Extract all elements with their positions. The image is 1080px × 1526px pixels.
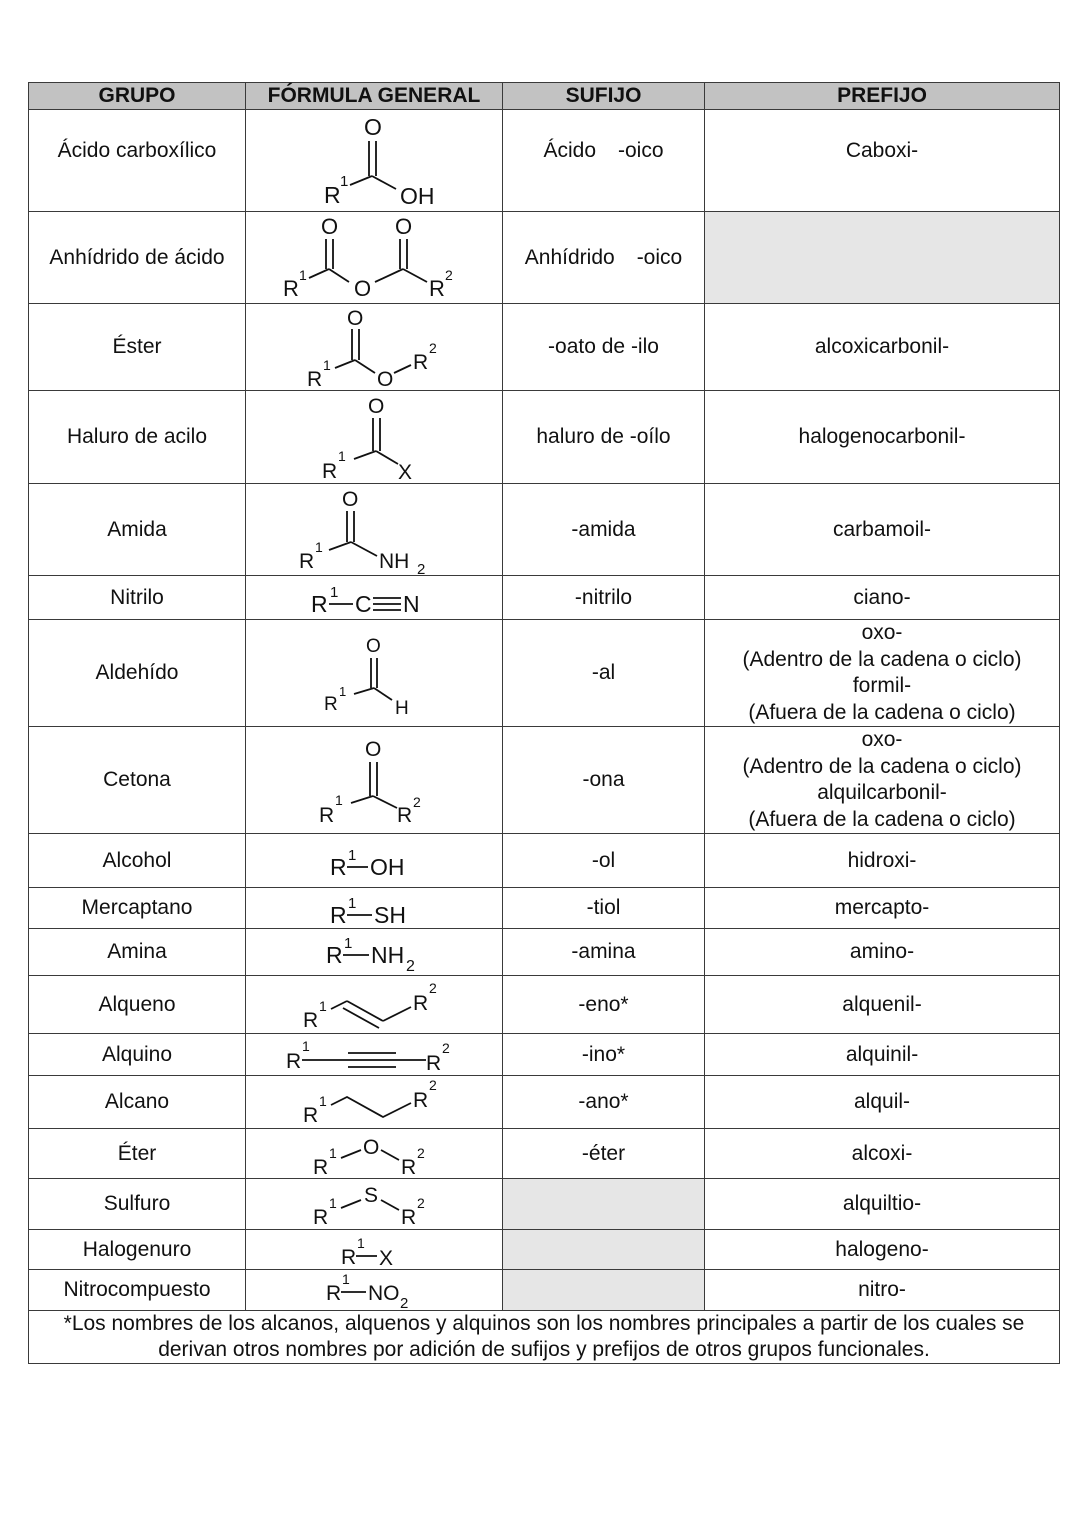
svg-text:2: 2 <box>417 1195 425 1211</box>
formula-amide <box>246 484 503 576</box>
sufijo-cell-empty <box>503 1270 705 1311</box>
grupo-cell: Alcano <box>29 1076 246 1129</box>
structure-diagram <box>294 113 454 209</box>
svg-text:O: O <box>354 275 372 301</box>
svg-text:R: R <box>429 275 445 301</box>
structure-diagram <box>299 486 449 578</box>
svg-text:2: 2 <box>400 1295 409 1312</box>
sufijo-cell: -éter <box>503 1129 705 1179</box>
sufijo-cell: -ino* <box>503 1034 705 1076</box>
prefijo-cell: alcoxi- <box>705 1129 1060 1179</box>
formula-thiol <box>246 888 503 929</box>
svg-text:OH: OH <box>370 853 405 880</box>
table-row <box>29 888 1060 929</box>
structure-diagram <box>299 305 449 389</box>
grupo-cell: Cetona <box>29 727 246 834</box>
table-row <box>29 727 1060 834</box>
svg-text:R: R <box>413 991 429 1015</box>
formula-ether <box>246 1129 503 1179</box>
svg-text:1: 1 <box>330 583 339 601</box>
sufijo-cell: -ona <box>503 727 705 834</box>
sufijo-cell: Ácido -oico <box>503 110 705 212</box>
svg-text:O: O <box>347 307 364 330</box>
svg-text:1: 1 <box>319 1093 327 1109</box>
svg-text:R: R <box>397 804 413 827</box>
formula-carboxylic-acid <box>246 110 503 212</box>
svg-text:R: R <box>330 902 347 928</box>
grupo-cell: Aldehído <box>29 620 246 727</box>
sufijo-cell: -amida <box>503 484 705 576</box>
svg-text:R: R <box>313 1206 329 1229</box>
formula-ketone <box>246 727 503 834</box>
svg-text:R: R <box>330 853 347 880</box>
svg-text:1: 1 <box>338 448 346 464</box>
svg-text:1: 1 <box>329 1144 337 1161</box>
prefijo-cell: Caboxi- <box>705 110 1060 212</box>
table-row <box>29 576 1060 620</box>
svg-text:H: H <box>395 698 409 719</box>
table-row <box>29 1270 1060 1311</box>
header-formula: FÓRMULA GENERAL <box>246 83 503 110</box>
svg-text:R: R <box>283 275 299 301</box>
header-grupo: GRUPO <box>29 83 246 110</box>
structure-diagram <box>299 1077 449 1127</box>
svg-text:R: R <box>311 590 328 617</box>
prefijo-cell: alquiltio- <box>705 1179 1060 1230</box>
structure-diagram <box>314 393 434 484</box>
svg-text:1: 1 <box>339 684 347 699</box>
prefijo-cell: mercapto- <box>705 888 1060 929</box>
svg-text:1: 1 <box>329 1195 337 1211</box>
svg-text:NO: NO <box>368 1282 400 1305</box>
svg-text:R: R <box>324 181 341 208</box>
svg-text:1: 1 <box>342 1271 350 1287</box>
table-row <box>29 1129 1060 1179</box>
svg-text:2: 2 <box>417 560 426 578</box>
svg-text:O: O <box>368 395 385 418</box>
table-row <box>29 304 1060 391</box>
svg-text:O: O <box>395 213 413 239</box>
svg-text:R: R <box>401 1155 417 1179</box>
table-row <box>29 212 1060 304</box>
svg-text:R: R <box>326 1282 342 1305</box>
prefijo-cell: nitro- <box>705 1270 1060 1311</box>
sufijo-cell: -tiol <box>503 888 705 929</box>
table-row <box>29 1034 1060 1076</box>
grupo-cell: Alcohol <box>29 834 246 888</box>
table-row <box>29 1076 1060 1129</box>
svg-text:1: 1 <box>340 172 349 190</box>
sufijo-cell: -amina <box>503 929 705 976</box>
table-row <box>29 976 1060 1034</box>
svg-text:R: R <box>319 804 335 827</box>
grupo-cell: Haluro de acilo <box>29 391 246 484</box>
prefijo-cell: amino- <box>705 929 1060 976</box>
svg-text:SH: SH <box>374 902 406 928</box>
structure-diagram <box>309 1130 439 1178</box>
svg-text:X: X <box>379 1246 394 1270</box>
grupo-cell: Éter <box>29 1129 246 1179</box>
svg-text:R: R <box>299 549 315 573</box>
structure-diagram <box>284 1035 464 1075</box>
structure-diagram <box>339 1232 409 1268</box>
sufijo-cell: -oato de -ilo <box>503 304 705 391</box>
prefijo-cell: alquinil- <box>705 1034 1060 1076</box>
formula-alkene <box>246 976 503 1034</box>
svg-text:1: 1 <box>315 538 323 555</box>
svg-text:S: S <box>364 1184 379 1207</box>
grupo-cell: Nitrilo <box>29 576 246 620</box>
prefijo-cell: alquenil- <box>705 976 1060 1034</box>
sufijo-cell: -nitrilo <box>503 576 705 620</box>
table-row <box>29 110 1060 212</box>
svg-text:R: R <box>324 694 338 715</box>
prefijo-cell: halogenocarbonil- <box>705 391 1060 484</box>
prefijo-cell-empty <box>705 212 1060 304</box>
table-row <box>29 1179 1060 1230</box>
table-row <box>29 929 1060 976</box>
svg-text:R: R <box>401 1206 417 1229</box>
svg-text:X: X <box>398 461 413 484</box>
svg-text:O: O <box>366 636 381 657</box>
table-row <box>29 620 1060 727</box>
table-row <box>29 834 1060 888</box>
svg-text:NH: NH <box>371 942 405 968</box>
grupo-cell: Alqueno <box>29 976 246 1034</box>
structure-diagram <box>309 580 439 616</box>
svg-text:2: 2 <box>442 1039 450 1056</box>
prefijo-cell: alcoxicarbonil- <box>705 304 1060 391</box>
svg-text:R: R <box>313 1155 329 1179</box>
structure-diagram <box>279 214 469 302</box>
sufijo-cell-empty <box>503 1230 705 1270</box>
header-prefijo: PREFIJO <box>705 83 1060 110</box>
grupo-cell: Sulfuro <box>29 1179 246 1230</box>
grupo-cell: Halogenuro <box>29 1230 246 1270</box>
svg-text:C: C <box>355 590 372 617</box>
svg-text:2: 2 <box>445 266 453 283</box>
prefijo-cell: alquil- <box>705 1076 1060 1129</box>
svg-text:R: R <box>322 460 338 483</box>
svg-text:R: R <box>341 1245 357 1269</box>
svg-text:1: 1 <box>319 997 327 1014</box>
svg-text:2: 2 <box>413 794 421 810</box>
formula-nitrile <box>246 576 503 620</box>
svg-text:O: O <box>364 113 382 140</box>
svg-text:R: R <box>426 1051 442 1075</box>
grupo-cell: Alquino <box>29 1034 246 1076</box>
prefijo-cell: oxo- (Adentro de la cadena o ciclo) alquilcarbonil- (Afuera de la cadena o ciclo) <box>705 727 1060 834</box>
sufijo-cell: -ol <box>503 834 705 888</box>
svg-text:2: 2 <box>406 958 415 975</box>
svg-text:1: 1 <box>302 1037 310 1054</box>
sufijo-cell: haluro de -oílo <box>503 391 705 484</box>
svg-text:NH: NH <box>379 549 410 573</box>
structure-diagram <box>324 1270 424 1310</box>
svg-text:1: 1 <box>299 266 307 283</box>
svg-text:R: R <box>303 1008 319 1032</box>
svg-text:1: 1 <box>335 792 343 808</box>
prefijo-cell: hidroxi- <box>705 834 1060 888</box>
svg-text:O: O <box>321 213 339 239</box>
svg-text:R: R <box>413 1089 429 1112</box>
footnote-row <box>29 1311 1060 1364</box>
svg-text:R: R <box>286 1049 302 1073</box>
svg-text:N: N <box>403 590 420 617</box>
formula-sulfide <box>246 1179 503 1230</box>
sufijo-cell: -eno* <box>503 976 705 1034</box>
formula-acyl-halide <box>246 391 503 484</box>
formula-ester <box>246 304 503 391</box>
sufijo-cell: -ano* <box>503 1076 705 1129</box>
footnote: *Los nombres de los alcanos, alquenos y alquinos son los nombres principales a partir de los cuales se derivan otros nombres por adición de sufijos y prefijos de otros grupos funcionales. <box>29 1311 1060 1364</box>
grupo-cell: Mercaptano <box>29 888 246 929</box>
svg-text:1: 1 <box>323 357 331 373</box>
svg-text:1: 1 <box>344 935 353 952</box>
sufijo-cell: Anhídrido -oico <box>503 212 705 304</box>
svg-text:R: R <box>303 1104 319 1127</box>
structure-diagram <box>299 977 449 1033</box>
functional-groups-table <box>28 82 1060 1364</box>
formula-amine <box>246 929 503 976</box>
svg-text:O: O <box>365 738 382 761</box>
grupo-cell: Anhídrido de ácido <box>29 212 246 304</box>
table-row <box>29 391 1060 484</box>
grupo-cell: Ácido carboxílico <box>29 110 246 212</box>
svg-text:O: O <box>377 368 394 391</box>
formula-halide <box>246 1230 503 1270</box>
grupo-cell: Amida <box>29 484 246 576</box>
structure-diagram <box>324 628 424 718</box>
table-row <box>29 484 1060 576</box>
formula-anhydride <box>246 212 503 304</box>
structure-diagram <box>324 931 424 973</box>
svg-text:2: 2 <box>429 340 437 356</box>
sufijo-cell-empty <box>503 1179 705 1230</box>
svg-text:R: R <box>307 368 323 391</box>
svg-text:2: 2 <box>429 979 437 996</box>
svg-text:OH: OH <box>400 182 435 209</box>
svg-text:1: 1 <box>348 895 357 912</box>
prefijo-cell: oxo- (Adentro de la cadena o ciclo) formil- (Afuera de la cadena o ciclo) <box>705 620 1060 727</box>
svg-text:O: O <box>342 487 359 511</box>
grupo-cell: Amina <box>29 929 246 976</box>
svg-text:1: 1 <box>348 846 357 864</box>
structure-diagram <box>324 889 424 927</box>
formula-alkyne <box>246 1034 503 1076</box>
table-row <box>29 1230 1060 1270</box>
formula-aldehyde <box>246 620 503 727</box>
structure-diagram <box>309 1180 439 1228</box>
formula-nitro <box>246 1270 503 1311</box>
formula-alkane <box>246 1076 503 1129</box>
svg-text:2: 2 <box>417 1144 425 1161</box>
prefijo-cell: halogeno- <box>705 1230 1060 1270</box>
formula-alcohol <box>246 834 503 888</box>
sufijo-cell: -al <box>503 620 705 727</box>
grupo-cell: Éster <box>29 304 246 391</box>
svg-text:O: O <box>363 1135 380 1159</box>
svg-text:R: R <box>413 351 429 374</box>
svg-text:R: R <box>326 942 343 968</box>
prefijo-cell: ciano- <box>705 576 1060 620</box>
header-sufijo: SUFIJO <box>503 83 705 110</box>
structure-diagram <box>324 841 424 881</box>
svg-text:2: 2 <box>429 1077 437 1093</box>
grupo-cell: Nitrocompuesto <box>29 1270 246 1311</box>
svg-text:1: 1 <box>357 1234 365 1251</box>
prefijo-cell: carbamoil- <box>705 484 1060 576</box>
structure-diagram <box>309 732 439 828</box>
